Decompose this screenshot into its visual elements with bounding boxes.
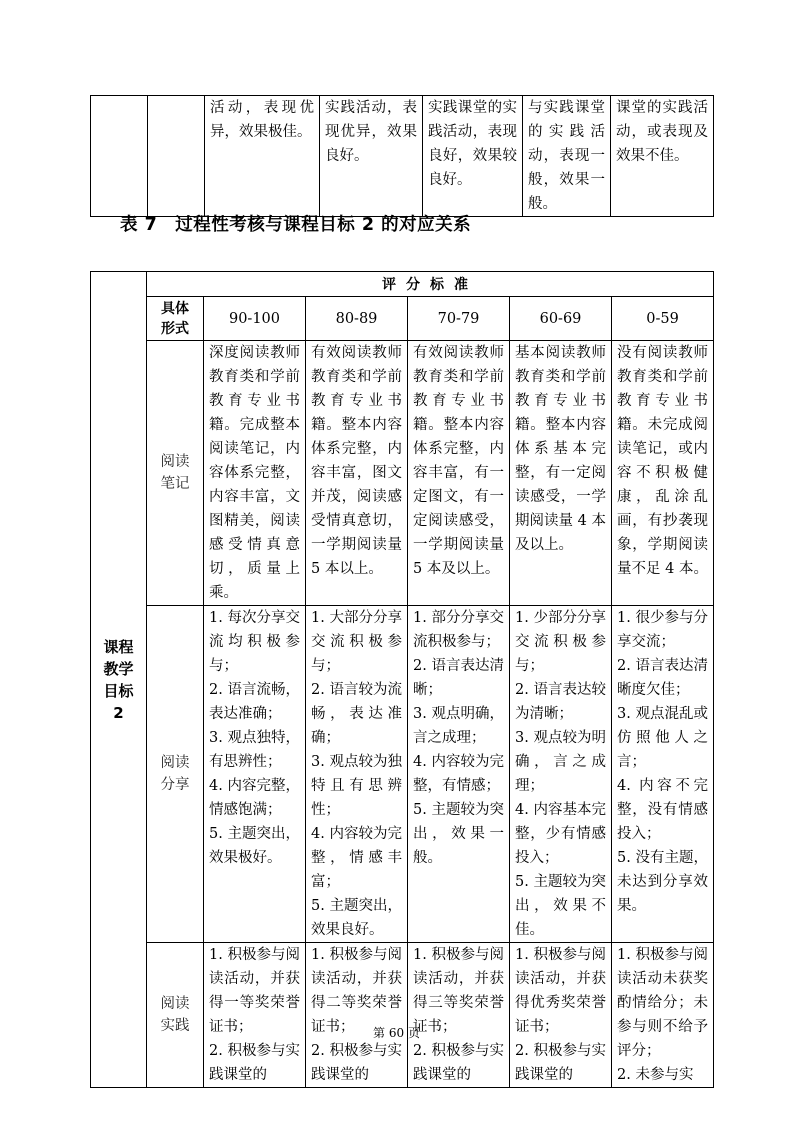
objective-label: 课程 教学 目标 2 <box>103 637 134 722</box>
rubric-table <box>90 271 714 1088</box>
rubric-cell: 1. 积极参与阅读活动，并获得二等奖荣誉证书； 2. 积极参与实践课堂的 <box>306 943 408 1088</box>
rubric-cell: 1. 积极参与阅读活动未获奖酌情给分；未参与则不给予评分； 2. 未参与实 <box>612 943 714 1088</box>
table-row <box>91 96 714 217</box>
cont-cell-1 <box>91 96 148 217</box>
rubric-cell: 1. 少部分分享交流积极参与； 2. 语言表达较为清晰； 3. 观点较为明确，言之成理； 4. 内容基本完整，少有情感投入； 5. 主题较为突出，效果不佳。 <box>510 606 612 943</box>
rubric-cell: 1. 积极参与阅读活动，并获得三等奖荣誉证书； 2. 积极参与实践课堂的 <box>408 943 510 1088</box>
form-header: 具体 形式 <box>147 297 204 341</box>
range-header-70-79: 70-79 <box>408 297 510 341</box>
form-reading-notes: 阅读 笔记 <box>147 341 204 606</box>
cont-cell-5: 实践课堂的实践活动，表现良好，效果较良好。 <box>423 96 523 217</box>
cont-cell-3: 活动，表现优异，效果极佳。 <box>205 96 320 217</box>
cont-cell-7: 课堂的实践活动，或表现及效果不佳。 <box>611 96 714 217</box>
rubric-cell: 1. 很少参与分享交流； 2. 语言表达清晰度欠佳； 3. 观点混乱或仿照他人之言； 4. 内容不完整，没有情感投入； 5. 没有主题，未达到分享效果。 <box>612 606 714 943</box>
form-reading-practice: 阅读 实践 <box>147 943 204 1088</box>
score-standard-header: 评分标准 <box>147 272 714 297</box>
rubric-cell: 有效阅读教师教育类和学前教育专业书籍。整本内容体系完整，内容丰富，图文并茂，阅读感受情真意切，一学期阅读量 5 本以上。 <box>306 341 408 606</box>
objective-cell <box>91 272 147 1088</box>
rubric-cell: 1. 积极参与阅读活动，并获得一等奖荣誉证书； 2. 积极参与实践课堂的 <box>204 943 306 1088</box>
header-row-ranges <box>91 297 714 341</box>
continuation-table <box>90 95 714 217</box>
cont-cell-4: 实践活动，表现优异，效果良好。 <box>320 96 423 217</box>
table-row <box>91 943 714 1088</box>
table-caption: 表 7 过程性考核与课程目标 2 的对应关系 <box>120 215 472 235</box>
cont-cell-2 <box>148 96 205 217</box>
rubric-cell: 没有阅读教师教育类和学前教育专业书籍。未完成阅读笔记，或内容不积极健康，乱涂乱画，有抄袭现象，学期阅读量不足 4 本。 <box>612 341 714 606</box>
rubric-cell: 有效阅读教师教育类和学前教育专业书籍。整本内容体系完整，内容丰富，有一定图文，有一定阅读感受，一学期阅读量 5 本及以上。 <box>408 341 510 606</box>
rubric-cell: 1. 部分分享交流积极参与； 2. 语言表达清晰； 3. 观点明确，言之成理； 4. 内容较为完整，有情感； 5. 主题较为突出，效果一般。 <box>408 606 510 943</box>
range-header-90-100: 90-100 <box>204 297 306 341</box>
table-row <box>91 341 714 606</box>
rubric-cell: 深度阅读教师教育类和学前教育专业书籍。完成整本阅读笔记，内容体系完整，内容丰富，文图精美，阅读感受情真意切，质量上乘。 <box>204 341 306 606</box>
cont-cell-6: 与实践课堂的实践活动，表现一般，效果一般。 <box>523 96 611 217</box>
table-row <box>91 606 714 943</box>
rubric-cell: 1. 每次分享交流均积极参与； 2. 语言流畅，表达准确； 3. 观点独特，有思辨性； 4. 内容完整，情感饱满； 5. 主题突出，效果极好。 <box>204 606 306 943</box>
range-header-60-69: 60-69 <box>510 297 612 341</box>
page-number: 第 60 页 <box>373 1026 420 1040</box>
rubric-cell: 1. 积极参与阅读活动，并获得优秀奖荣誉证书； 2. 积极参与实践课堂的 <box>510 943 612 1088</box>
rubric-cell: 1. 大部分分享交流积极参与； 2. 语言较为流畅，表达准确； 3. 观点较为独特且有思辨性； 4. 内容较为完整，情感丰富； 5. 主题突出，效果良好。 <box>306 606 408 943</box>
header-row-main <box>91 272 714 297</box>
range-header-80-89: 80-89 <box>306 297 408 341</box>
rubric-cell: 基本阅读教师教育类和学前教育专业书籍。整本内容体系基本完整，有一定阅读感受，一学期阅读量 4 本及以上。 <box>510 341 612 606</box>
range-header-0-59: 0-59 <box>612 297 714 341</box>
form-reading-sharing: 阅读 分享 <box>147 606 204 943</box>
